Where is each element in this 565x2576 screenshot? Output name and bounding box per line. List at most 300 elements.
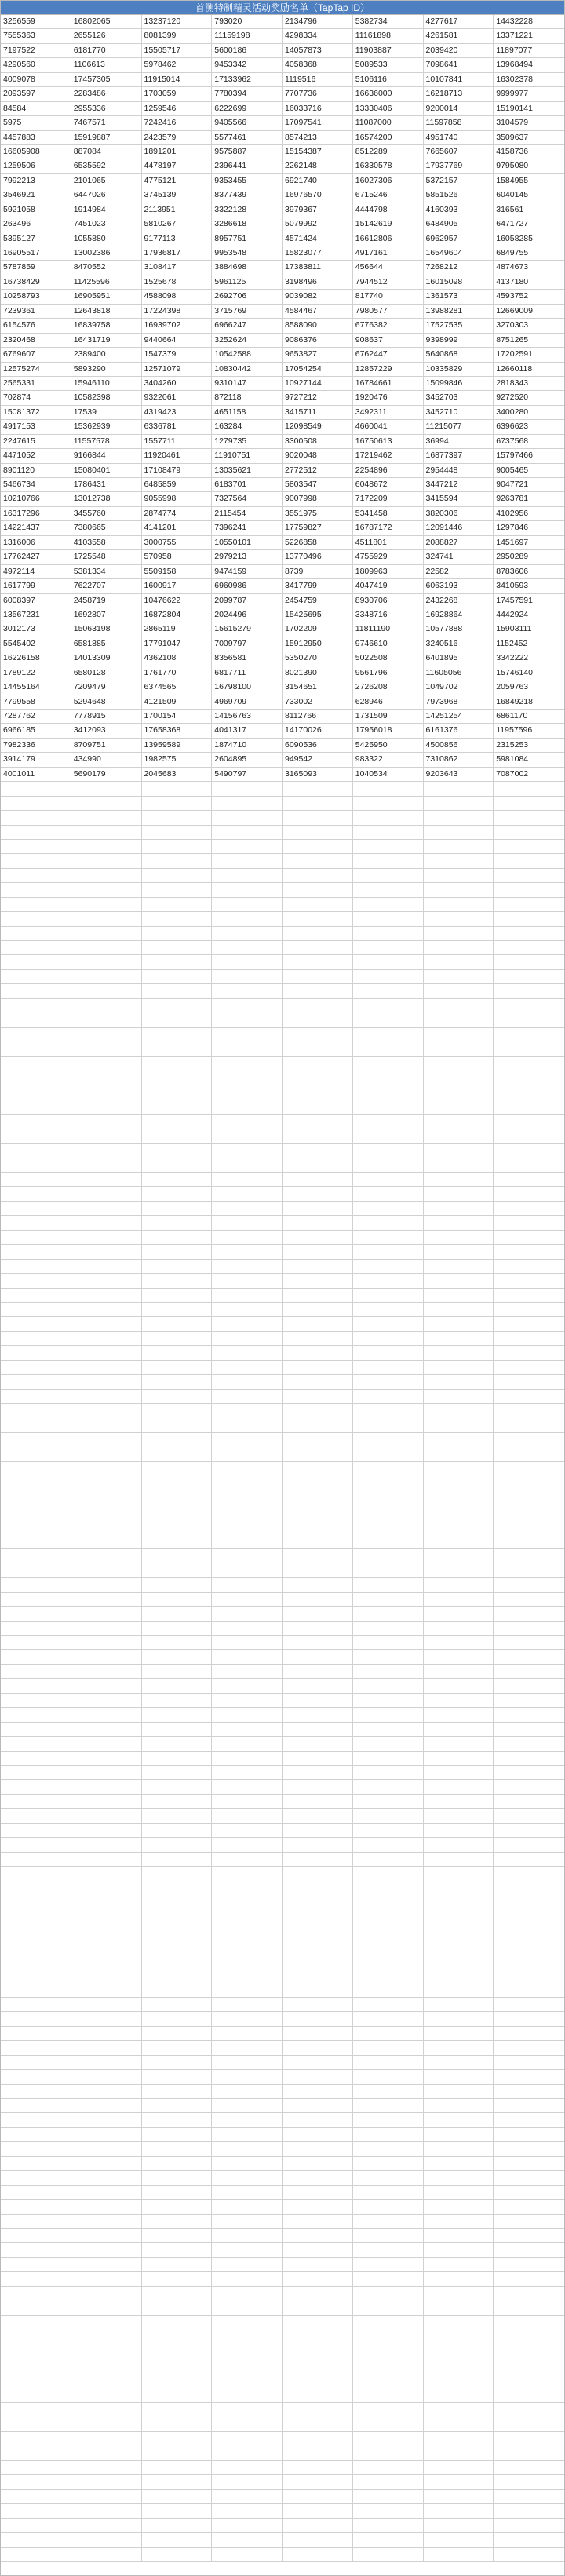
table-cell [282, 1679, 353, 1693]
table-cell [424, 2475, 494, 2489]
table-cell [424, 1824, 494, 1838]
table-cell [282, 2157, 353, 2171]
table-cell [424, 1289, 494, 1303]
table-cell: 2134796 [282, 15, 353, 29]
table-cell: 13330406 [353, 102, 424, 116]
table-cell [424, 1158, 494, 1173]
table-cell [282, 1433, 353, 1447]
table-cell: 570958 [142, 550, 213, 564]
table-cell: 6960986 [212, 579, 282, 593]
table-cell [1, 1853, 71, 1867]
table-cell: 8709751 [71, 739, 142, 753]
table-cell [424, 2229, 494, 2243]
table-cell: 2113951 [142, 203, 213, 217]
table-cell [424, 2504, 494, 2518]
table-cell [212, 2041, 282, 2055]
table-cell: 2726208 [353, 680, 424, 695]
table-cell: 4047419 [353, 579, 424, 593]
table-cell [494, 1390, 564, 1404]
table-cell [71, 2504, 142, 2518]
table-cell [142, 898, 213, 912]
table-cell [1, 2171, 71, 2185]
table-cell [494, 2461, 564, 2475]
table-cell [353, 1361, 424, 1375]
table-cell [494, 811, 564, 825]
table-cell [71, 1173, 142, 1187]
table-cell: 5600186 [212, 44, 282, 58]
table-cell: 11159198 [212, 29, 282, 43]
table-cell: 8470552 [71, 261, 142, 275]
table-cell [353, 1158, 424, 1173]
table-cell [353, 2258, 424, 2272]
table-cell [494, 1057, 564, 1071]
table-cell [71, 1202, 142, 1216]
table-cell: 15080401 [71, 464, 142, 478]
table-cell [424, 2056, 494, 2070]
table-cell [142, 912, 213, 926]
table-cell [282, 1534, 353, 1549]
table-cell: 9047721 [494, 478, 564, 492]
table-cell [282, 1476, 353, 1491]
table-cell [353, 1028, 424, 1042]
table-cell [142, 1071, 213, 1085]
table-cell [282, 2359, 353, 2373]
table-cell: 16905951 [71, 290, 142, 304]
table-cell [494, 1404, 564, 1418]
table-cell [212, 2533, 282, 2547]
table-cell: 1617799 [1, 579, 71, 593]
table-cell [212, 1665, 282, 1679]
table-cell: 1700154 [142, 710, 213, 724]
table-cell: 263496 [1, 217, 71, 232]
table-cell [424, 1578, 494, 1592]
table-cell: 3198496 [282, 275, 353, 290]
table-cell: 4058368 [282, 58, 353, 72]
table-cell: 17457591 [494, 594, 564, 608]
table-cell [212, 1447, 282, 1461]
table-cell: 9039082 [282, 290, 353, 304]
table-cell [212, 2113, 282, 2127]
table-cell: 16605908 [1, 145, 71, 159]
table-cell [353, 1954, 424, 1968]
table-cell [212, 1766, 282, 1780]
table-cell: 17937769 [424, 159, 494, 173]
table-cell [424, 2301, 494, 2315]
table-cell [282, 1881, 353, 1896]
table-cell [494, 2157, 564, 2171]
table-cell [212, 2461, 282, 2475]
table-cell: 6396623 [494, 420, 564, 434]
table-cell [494, 797, 564, 811]
table-cell [212, 2215, 282, 2229]
table-cell [494, 869, 564, 883]
table-cell [1, 1491, 71, 1505]
table-cell: 5640868 [424, 348, 494, 362]
table-cell [1, 2373, 71, 2388]
table-cell: 3342222 [494, 651, 564, 666]
table-cell: 4277617 [424, 15, 494, 29]
table-cell [353, 1129, 424, 1144]
table-cell: 6485859 [142, 478, 213, 492]
table-cell: 4009078 [1, 73, 71, 87]
table-cell [424, 1361, 494, 1375]
table-cell [71, 1534, 142, 1549]
table-cell [282, 2128, 353, 2142]
table-cell [282, 1520, 353, 1534]
table-cell: 3979367 [282, 203, 353, 217]
table-cell [212, 1998, 282, 2012]
table-cell [282, 1752, 353, 1766]
table-cell [1, 2504, 71, 2518]
table-cell [212, 883, 282, 897]
table-cell [212, 2243, 282, 2257]
table-cell [142, 2287, 213, 2301]
table-cell [494, 2417, 564, 2432]
table-cell: 10107841 [424, 73, 494, 87]
table-cell [494, 2533, 564, 2547]
table-cell [282, 898, 353, 912]
table-cell: 3820306 [424, 507, 494, 521]
table-cell [353, 1780, 424, 1794]
table-cell [212, 1824, 282, 1838]
table-cell [1, 927, 71, 941]
table-cell [494, 2548, 564, 2562]
table-cell [424, 1216, 494, 1230]
table-cell [142, 1983, 213, 1998]
table-cell [1, 2186, 71, 2200]
table-cell: 15615279 [212, 622, 282, 637]
table-cell [282, 840, 353, 854]
table-cell [494, 2258, 564, 2272]
table-cell [71, 2085, 142, 2099]
table-cell: 2874774 [142, 507, 213, 521]
table-cell: 7799558 [1, 695, 71, 710]
table-cell: 9953548 [212, 246, 282, 261]
table-cell: 1600917 [142, 579, 213, 593]
table-cell: 628946 [353, 695, 424, 710]
table-cell [71, 1085, 142, 1100]
table-cell [71, 1418, 142, 1432]
table-cell [282, 1462, 353, 1476]
table-cell [212, 2200, 282, 2214]
sheet-title: 首测特制精灵活动奖励名单（TapTap ID） [1, 1, 564, 15]
table-cell [353, 1462, 424, 1476]
table-cell: 16939702 [142, 319, 213, 333]
table-cell [282, 970, 353, 984]
table-cell [282, 1636, 353, 1650]
table-cell [494, 1968, 564, 1983]
table-cell [142, 1766, 213, 1780]
table-cell [353, 1910, 424, 1925]
table-cell [353, 2142, 424, 2156]
table-cell [494, 2128, 564, 2142]
table-cell [494, 1549, 564, 1563]
table-cell: 11811190 [353, 622, 424, 637]
table-cell [424, 1925, 494, 1939]
table-cell: 16738429 [1, 275, 71, 290]
table-cell [142, 1607, 213, 1621]
table-cell [494, 2200, 564, 2214]
table-cell [1, 2388, 71, 2403]
table-cell: 7380665 [71, 521, 142, 535]
table-cell: 7239361 [1, 305, 71, 319]
table-cell [71, 2243, 142, 2257]
table-cell: 5490797 [212, 768, 282, 782]
table-cell: 2979213 [212, 550, 282, 564]
table-cell: 6048672 [353, 478, 424, 492]
table-cell: 2955336 [71, 102, 142, 116]
table-cell [353, 2056, 424, 2070]
table-cell [424, 1447, 494, 1461]
table-cell [212, 1853, 282, 1867]
table-cell: 9405566 [212, 116, 282, 130]
table-cell [1, 1867, 71, 1881]
table-cell [282, 1289, 353, 1303]
table-cell [424, 1231, 494, 1245]
table-cell [424, 1390, 494, 1404]
table-cell [142, 2461, 213, 2475]
table-cell [212, 854, 282, 868]
table-cell [282, 1665, 353, 1679]
table-cell [142, 1867, 213, 1881]
table-cell [494, 1013, 564, 1027]
table-cell [1, 1593, 71, 1607]
table-cell [212, 955, 282, 969]
table-cell [71, 1375, 142, 1389]
table-cell: 6715246 [353, 188, 424, 203]
table-cell [71, 1303, 142, 1317]
table-cell [424, 2128, 494, 2142]
table-cell: 15063198 [71, 622, 142, 637]
table-cell [353, 898, 424, 912]
table-cell [142, 1968, 213, 1983]
table-cell [1, 2548, 71, 2562]
table-cell [71, 955, 142, 969]
table-cell: 16218713 [424, 87, 494, 101]
table-cell: 15912950 [282, 637, 353, 651]
table-cell: 12091446 [424, 521, 494, 535]
table-cell [282, 1375, 353, 1389]
table-cell [353, 2157, 424, 2171]
table-cell [71, 2432, 142, 2446]
table-cell: 15903111 [494, 622, 564, 637]
table-cell [142, 2200, 213, 2214]
table-cell [282, 1057, 353, 1071]
table-cell [212, 1520, 282, 1534]
table-cell: 2115454 [212, 507, 282, 521]
table-cell [1, 2070, 71, 2084]
table-cell: 3417799 [282, 579, 353, 593]
table-cell [212, 1752, 282, 1766]
table-cell: 9322061 [142, 391, 213, 405]
table-cell: 17956018 [353, 724, 424, 738]
table-cell [142, 1679, 213, 1693]
table-cell [494, 970, 564, 984]
table-cell [282, 2012, 353, 2026]
table-cell [353, 1404, 424, 1418]
table-cell [212, 2548, 282, 2562]
table-cell: 9746610 [353, 637, 424, 651]
table-cell [424, 2388, 494, 2403]
table-cell: 4651158 [212, 406, 282, 420]
table-cell [282, 2200, 353, 2214]
table-cell: 15099846 [424, 377, 494, 391]
table-cell [212, 1071, 282, 1085]
table-cell [494, 2085, 564, 2099]
table-cell [1, 1607, 71, 1621]
table-cell [1, 1057, 71, 1071]
table-cell: 5226858 [282, 536, 353, 550]
table-cell: 3300508 [282, 435, 353, 449]
table-cell [353, 1549, 424, 1563]
table-cell: 1152452 [494, 637, 564, 651]
table-cell: 3104579 [494, 116, 564, 130]
table-cell [1, 1115, 71, 1129]
table-cell [142, 1447, 213, 1461]
table-cell [353, 1679, 424, 1693]
table-cell [1, 1447, 71, 1461]
table-cell [71, 1042, 142, 1056]
table-cell: 5810267 [142, 217, 213, 232]
table-cell [71, 2316, 142, 2330]
table-cell [142, 955, 213, 969]
table-cell [282, 2099, 353, 2113]
table-cell [353, 826, 424, 840]
table-cell [424, 1723, 494, 1737]
table-cell: 7396241 [212, 521, 282, 535]
table-cell [353, 1809, 424, 1823]
table-cell [71, 1650, 142, 1664]
table-cell [424, 2142, 494, 2156]
table-cell [353, 1390, 424, 1404]
table-cell [494, 2475, 564, 2489]
table-cell: 16330578 [353, 159, 424, 173]
table-cell [424, 2519, 494, 2533]
table-cell [494, 1505, 564, 1520]
table-cell: 3452703 [424, 391, 494, 405]
table-cell [494, 2272, 564, 2286]
table-cell [282, 1173, 353, 1187]
table-cell [212, 1925, 282, 1939]
table-cell [1, 883, 71, 897]
table-cell [282, 1795, 353, 1809]
table-cell [494, 2186, 564, 2200]
table-cell: 14170026 [282, 724, 353, 738]
table-cell [424, 2417, 494, 2432]
table-cell [282, 883, 353, 897]
table-cell [142, 854, 213, 868]
table-cell [494, 1881, 564, 1896]
table-cell [71, 2359, 142, 2373]
table-cell [1, 1694, 71, 1708]
table-cell: 8377439 [212, 188, 282, 203]
table-cell: 11897077 [494, 44, 564, 58]
table-cell [212, 1910, 282, 1925]
table-cell [71, 1998, 142, 2012]
table-cell: 15919887 [71, 131, 142, 145]
table-cell [212, 1317, 282, 1331]
table-cell [71, 2027, 142, 2041]
table-cell: 15746140 [494, 666, 564, 680]
table-cell: 3884698 [212, 261, 282, 275]
table-cell [494, 1216, 564, 1230]
table-cell: 17054254 [282, 363, 353, 377]
table-cell [494, 1867, 564, 1881]
table-cell: 5294648 [71, 695, 142, 710]
table-cell [282, 1390, 353, 1404]
table-cell [212, 1622, 282, 1636]
table-cell: 6222699 [212, 102, 282, 116]
table-cell [142, 2027, 213, 2041]
table-cell: 1731509 [353, 710, 424, 724]
table-cell [282, 854, 353, 868]
table-cell [424, 2461, 494, 2475]
table-cell: 8783606 [494, 565, 564, 579]
table-cell [1, 1375, 71, 1389]
table-cell [71, 1853, 142, 1867]
table-cell [71, 1549, 142, 1563]
table-cell: 6161376 [424, 724, 494, 738]
table-cell [212, 797, 282, 811]
table-cell [142, 1578, 213, 1592]
table-cell [212, 2417, 282, 2432]
table-cell: 17527535 [424, 319, 494, 333]
table-cell [212, 1549, 282, 1563]
table-cell [353, 1520, 424, 1534]
table-cell [1, 1332, 71, 1346]
table-cell [71, 1983, 142, 1998]
table-cell [494, 1115, 564, 1129]
table-cell [212, 2490, 282, 2504]
table-cell [424, 1998, 494, 2012]
table-cell: 4102956 [494, 507, 564, 521]
table-cell: 2320468 [1, 334, 71, 348]
table-cell [424, 2027, 494, 2041]
table-cell: 15425695 [282, 608, 353, 622]
table-cell: 1259546 [142, 102, 213, 116]
table-cell [353, 1216, 424, 1230]
table-cell: 17759827 [282, 521, 353, 535]
table-cell: 3452710 [424, 406, 494, 420]
table-cell: 793020 [212, 15, 282, 29]
table-cell [424, 1303, 494, 1317]
table-cell [142, 1028, 213, 1042]
table-cell [212, 1231, 282, 1245]
table-cell [353, 1723, 424, 1737]
table-cell [71, 1332, 142, 1346]
table-cell [212, 1129, 282, 1144]
table-cell [494, 2490, 564, 2504]
table-cell [424, 2099, 494, 2113]
table-cell [71, 1766, 142, 1780]
table-cell: 16058285 [494, 232, 564, 246]
table-cell [71, 797, 142, 811]
table-cell [424, 1968, 494, 1983]
table-cell [353, 1274, 424, 1288]
table-cell [1, 1390, 71, 1404]
table-cell [1, 2113, 71, 2127]
table-cell: 14432228 [494, 15, 564, 29]
table-cell [424, 1737, 494, 1751]
table-cell [71, 941, 142, 955]
table-cell [212, 1505, 282, 1520]
table-cell [424, 1476, 494, 1491]
table-cell [494, 826, 564, 840]
table-cell [282, 1809, 353, 1823]
table-cell [353, 1303, 424, 1317]
table-cell [212, 912, 282, 926]
table-cell: 17224398 [142, 305, 213, 319]
